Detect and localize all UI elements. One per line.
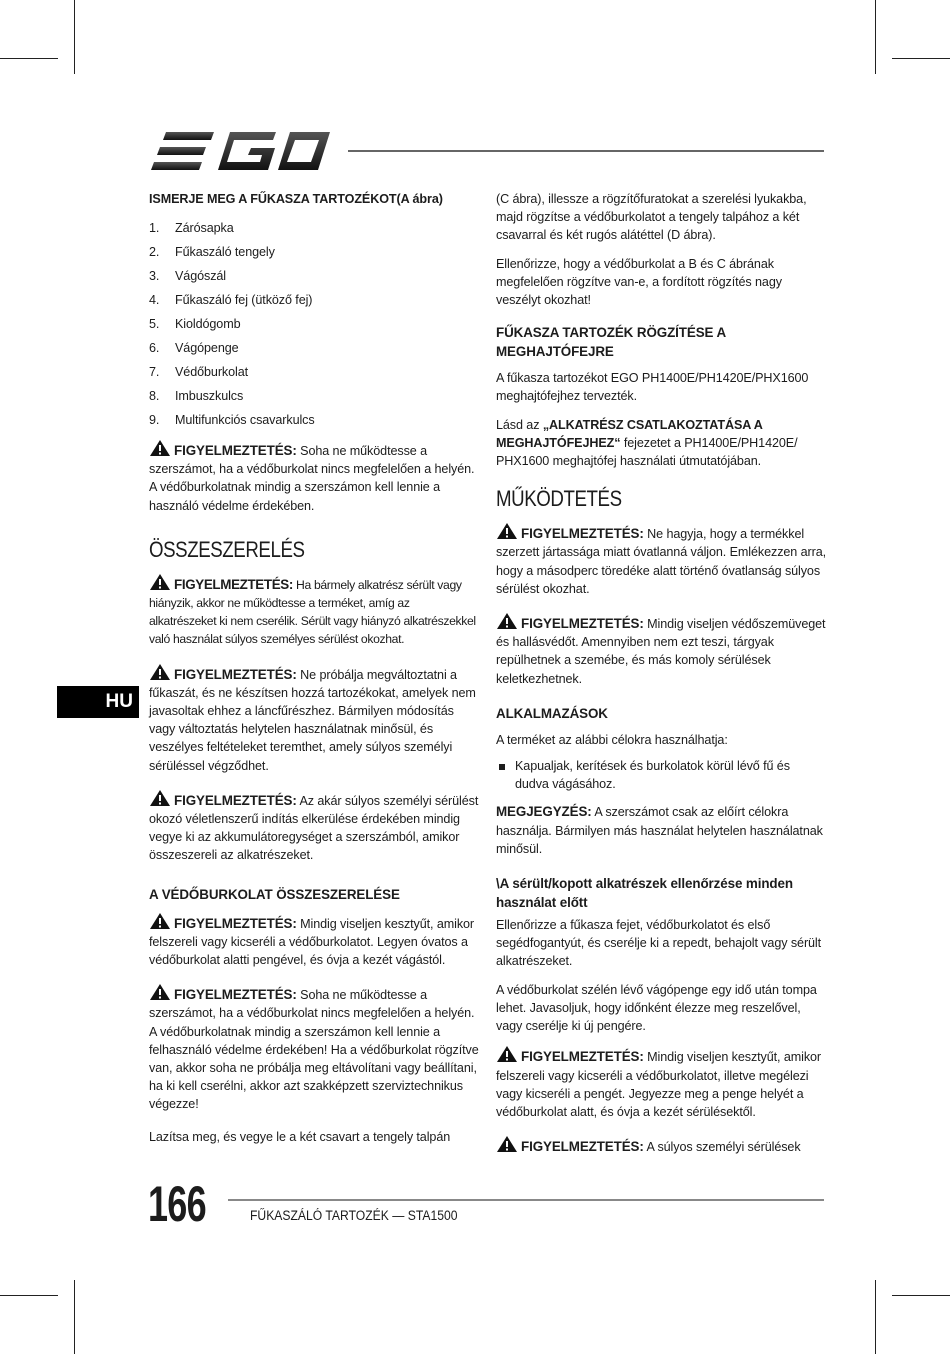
item-number: 8. xyxy=(149,389,160,403)
list-item xyxy=(496,757,826,793)
warning-triangle-icon xyxy=(496,522,518,540)
warning-paragraph xyxy=(149,789,479,865)
crop-mark xyxy=(875,1280,876,1354)
warning-label: FIGYELMEZTETÉS: xyxy=(174,987,297,1003)
warning-text: A súlyos személyi sérülések xyxy=(643,1140,801,1155)
warning-triangle-icon xyxy=(149,573,171,591)
warning-triangle-icon xyxy=(496,612,518,630)
warning-text: Ne próbálja megváltoztatni a fűkaszát, és ne készítsen hozzá tartozékokat, amelyek nem javasoltak ehhez a láncfűrészhez. Bármilyen módosítás vagy változtatás helytelen használatnak minősül, és veszélyes feltételeket teremthet, amely súlyos személyi sérüléssel végződhet. xyxy=(149,667,476,773)
warning-label: FIGYELMEZTETÉS: xyxy=(521,1049,644,1065)
see-text xyxy=(496,416,826,471)
warning-label: FIGYELMEZTETÉS: xyxy=(174,443,297,458)
crop-mark xyxy=(74,1280,75,1354)
warning-label: FIGYELMEZTETÉS: xyxy=(521,526,644,542)
warning-triangle-icon xyxy=(149,912,171,930)
item-number: 2. xyxy=(149,245,160,259)
ego-logo xyxy=(148,128,332,174)
see-prefix: Lásd az xyxy=(496,417,543,432)
warning-triangle-icon xyxy=(149,983,171,1001)
warning-paragraph xyxy=(149,439,479,515)
list-item xyxy=(149,411,479,435)
warning-triangle-icon xyxy=(496,1135,518,1153)
warning-text: Az akár súlyos személyi sérülést okozó véletlenszerű indítás elkerülése érdekében mindig vegye ki az akkumulátoregységet a szerszámból, amikor összeszereli az alkatrészeket. xyxy=(149,793,479,863)
list-item-text: Kapualjak, kerítések és burkolatok körül lévő fű és dudva vágásához. xyxy=(515,759,790,792)
warning-label: FIGYELMEZTETÉS: xyxy=(174,915,297,931)
item-label: Multifunkciós csavarkulcs xyxy=(175,413,315,427)
warning-paragraph xyxy=(496,1045,826,1121)
warning-paragraph xyxy=(149,663,479,775)
operation-title: MŰKÖDTETÉS xyxy=(496,486,622,512)
crop-mark xyxy=(875,0,876,74)
crop-mark xyxy=(892,58,950,59)
item-number: 4. xyxy=(149,293,160,307)
warning-text: Mindig viseljen védőszemüveget és hallásvédőt. Amennyiben nem ezt teszi, tárgyak repülhetnek a szemébe, és más komoly sérülések keletkezhetnek. xyxy=(496,617,826,686)
loosen-text: Lazítsa meg, és vegye le a két csavart a tengely talpán xyxy=(149,1129,451,1144)
item-label: Zárósapka xyxy=(175,221,234,235)
warning-triangle-icon xyxy=(496,1045,518,1063)
warning-label: FIGYELMEZTETÉS: xyxy=(521,616,644,632)
parts-heading: ISMERJE MEG A FŰKASZA TARTOZÉKOT(A ábra) xyxy=(149,192,443,206)
item-label: Kioldógomb xyxy=(175,317,241,331)
warning-triangle-icon xyxy=(149,439,171,457)
item-number: 1. xyxy=(149,221,160,235)
warning-paragraph xyxy=(496,1135,826,1156)
item-number: 3. xyxy=(149,269,160,283)
warning-label: FIGYELMEZTETÉS: xyxy=(521,1139,644,1155)
item-label: Fűkaszáló fej (ütköző fej) xyxy=(175,293,313,307)
inspect-text: Ellenőrizze a fűkasza fejet, védőburkolatot és első segédfogantyút, és cserélje ki a repedt, behajolt vagy sérült alkatrészeket. xyxy=(496,918,822,969)
apps-intro: A terméket az alábbi célokra használhatja: xyxy=(496,732,728,747)
warning-paragraph xyxy=(149,912,479,970)
item-label: Vágópenge xyxy=(175,341,239,355)
assembly-title: ÖSSZESZERELÉS xyxy=(149,536,305,562)
parts-list xyxy=(149,219,479,435)
crop-mark xyxy=(74,0,75,74)
see-reference: „ALKATRÉSZ CSATLAKOZTATÁSA A MEGHAJTÓFEJHEZ“ xyxy=(496,417,763,450)
guard-heading: A VÉDŐBURKOLAT ÖSSZESZERELÉSE xyxy=(149,886,400,902)
list-item xyxy=(149,243,479,267)
note-paragraph xyxy=(496,803,826,858)
warning-text: Ne hagyja, hogy a termékkel szerzett jártassága miatt óvatlanná váljon. Emlékezzen arra, hogy a másodperc töredéke alatt történő óvatlanság súlyos sérülést okozhat. xyxy=(496,527,826,596)
item-label: Védőburkolat xyxy=(175,365,249,379)
warning-text: Soha ne működtesse a szerszámot, ha a védőburkolat nincs megfelelően a helyén. A védőburkolatnak mindig a szerszámon kell lennie a használó védelme érdekében. xyxy=(149,444,475,513)
warning-text: Ha bármely alkatrész sérült vagy hiányzik, akkor ne működtesse a terméket, amíg az alkatrészeket ki nem cserélik. Sérült vagy hiányzó alkatrészekkel való használat súlyos személyes sérülést okozhat. xyxy=(149,577,476,647)
warning-text: Mindig viseljen kesztyűt, amikor felszereli vagy kicseréli a védőburkolatot, illetve megélezi vagy kicseréli a pengét. Jegyezze meg a penge helyét a védőburkolat alatt, és óvja a kezét sérülésektől. xyxy=(496,1050,822,1119)
crop-mark xyxy=(0,58,58,59)
item-number: 5. xyxy=(149,317,160,331)
list-item xyxy=(149,291,479,315)
warning-label: FIGYELMEZTETÉS: xyxy=(174,666,297,682)
footer-rule xyxy=(228,1199,824,1201)
guard-check-text: Ellenőrizze, hogy a védőburkolat a B és C ábrának megfelelően rögzítve van-e, a fordított rögzítés nagy veszélyt okozhat! xyxy=(496,256,782,308)
left-column xyxy=(149,190,479,1156)
attach-text: A fűkasza tartozékot EGO PH1400E/PH1420E/PHX1600 meghajtófejhez tervezték. xyxy=(496,371,809,404)
item-number: 7. xyxy=(149,365,160,379)
warning-text: Mindig viseljen kesztyűt, amikor felszereli vagy kicseréli a védőburkolatot. Legyen óvatos a védőburkolat alatti pengével, és óvja a kezét vágástól. xyxy=(149,916,475,968)
list-item xyxy=(149,315,479,339)
header-rule xyxy=(348,150,824,152)
warning-paragraph xyxy=(149,573,479,649)
warning-label: FIGYELMEZTETÉS: xyxy=(174,576,293,592)
warning-triangle-icon xyxy=(149,663,171,681)
item-number: 6. xyxy=(149,341,160,355)
page-number: 166 xyxy=(148,1176,206,1232)
apps-heading: ALKALMAZÁSOK xyxy=(496,705,608,721)
right-column xyxy=(496,190,826,1166)
inspect-text: A védőburkolat szélén lévő vágópenge egy idő után tompa lehet. Javasoljuk, hogy időnként élezze meg reszelővel, vagy cserélje ki új pengére. xyxy=(496,982,817,1034)
list-item xyxy=(149,339,479,363)
warning-text: Soha ne működtesse a szerszámot, ha a védőburkolat nincs megfelelően a helyén. A védőburkolatnak mindig a szerszámon kell lennie a felhasználó védelme érdekében! Ha a védőburkolat rögzítve van, akkor soha ne próbálja meg eltávolítani vagy beállítani, ha ki kell cserélni, akkor azt szakképzett szerviztechnikus végezze! xyxy=(149,988,479,1112)
item-label: Imbuszkulcs xyxy=(175,389,244,403)
warning-paragraph xyxy=(496,522,826,598)
note-text: A szerszámot csak az előírt célokra használja. Bármilyen más használat helytelen használatnak minősül. xyxy=(496,805,823,856)
warning-label: FIGYELMEZTETÉS: xyxy=(174,792,297,808)
item-number: 9. xyxy=(149,413,160,427)
item-label: Vágószál xyxy=(175,269,227,283)
list-item xyxy=(149,267,479,291)
item-label: Fűkaszáló tengely xyxy=(175,245,275,259)
see-suffix: fejezetet a PH1400E/PH1420E/ PHX1600 meghajtófej használati útmutatójában. xyxy=(496,435,798,469)
attach-heading: FŰKASZA TARTOZÉK RÖGZÍTÉSE A MEGHAJTÓFEJRE xyxy=(496,325,726,360)
list-item xyxy=(149,363,479,387)
warning-paragraph xyxy=(496,612,826,688)
apps-list xyxy=(496,757,826,793)
note-label: MEGJEGYZÉS: xyxy=(496,804,592,820)
language-tab: HU xyxy=(57,686,139,718)
footer-title: FŰKASZÁLÓ TARTOZÉK — STA1500 xyxy=(250,1208,458,1223)
crop-mark xyxy=(0,1295,58,1296)
guard-continue-text: (C ábra), illessze a rögzítőfuratokat a szerelési lyukakba, majd rögzítse a védőburkolatot a tengely talpához a két csavarral és két rugós alátéttel (D ábra). xyxy=(496,192,807,243)
warning-paragraph xyxy=(149,983,479,1113)
inspect-heading: \A sérült/kopott alkatrészek ellenőrzése minden használat előtt xyxy=(496,876,793,911)
bullet-square-icon xyxy=(499,764,505,770)
warning-triangle-icon xyxy=(149,789,171,807)
list-item xyxy=(149,219,479,243)
list-item xyxy=(149,387,479,411)
crop-mark xyxy=(892,1295,950,1296)
